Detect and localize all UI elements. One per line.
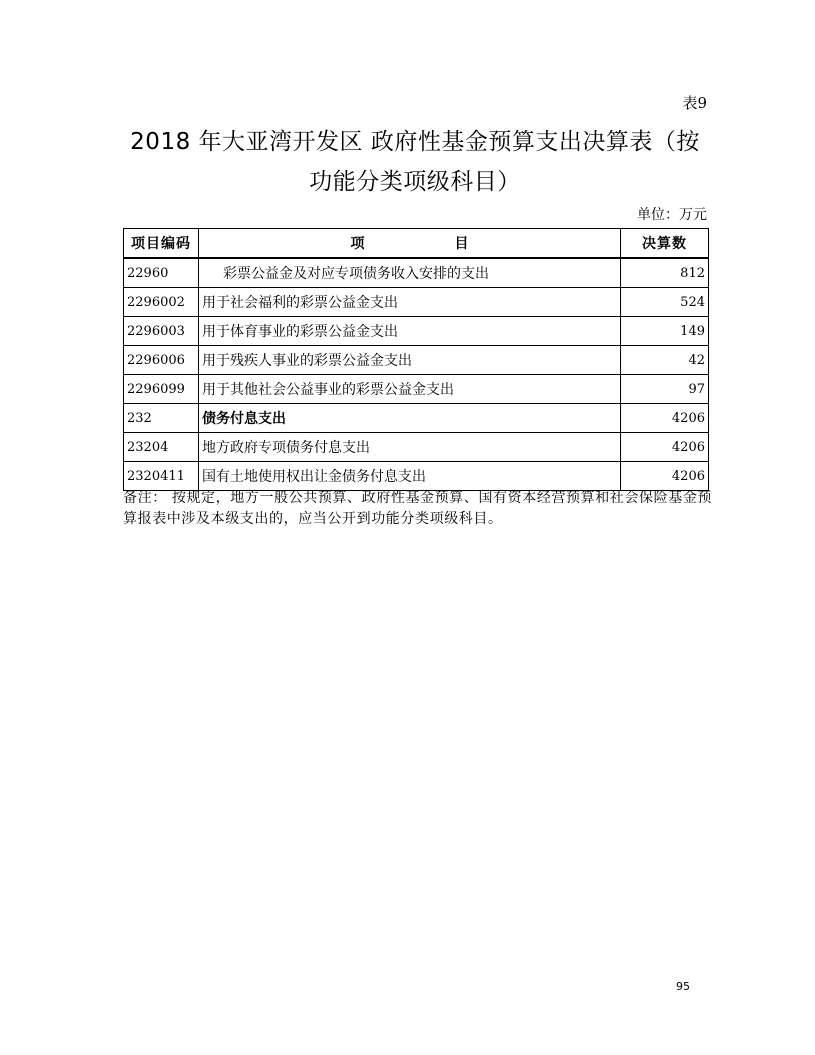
table-row (124, 288, 709, 317)
row-amount-cell: 97 (621, 375, 709, 404)
expenditure-table (123, 228, 709, 491)
table-row (124, 433, 709, 462)
header-item-name (199, 229, 621, 259)
row-code-cell: 2296003 (124, 317, 199, 346)
row-code-cell: 232 (124, 404, 199, 433)
table-row (124, 258, 709, 288)
row-name-cell: 用于残疾人事业的彩票公益金支出 (199, 346, 621, 375)
row-code-cell: 22960 (124, 258, 199, 288)
row-name-cell: 国有土地使用权出让金债务付息支出 (199, 462, 621, 491)
row-code-cell: 2296006 (124, 346, 199, 375)
row-code-cell: 2320411 (124, 462, 199, 491)
row-amount-cell: 4206 (621, 404, 709, 433)
table-row (124, 462, 709, 491)
row-amount-cell: 812 (621, 258, 709, 288)
row-code-cell: 2296099 (124, 375, 199, 404)
row-amount-cell: 149 (621, 317, 709, 346)
row-name-cell: 债务付息支出 (199, 404, 621, 433)
table-body (124, 258, 709, 491)
row-amount-cell: 524 (621, 288, 709, 317)
header-item-name-right: 目 (454, 236, 469, 252)
table-row (124, 317, 709, 346)
table-row (124, 375, 709, 404)
header-item-code: 项目编码 (124, 229, 199, 259)
header-item-name-left: 项 (350, 236, 365, 252)
row-amount-cell: 42 (621, 346, 709, 375)
title-line-2: 功能分类项级科目） (309, 169, 521, 195)
row-amount-cell: 4206 (621, 433, 709, 462)
row-amount-cell: 4206 (621, 462, 709, 491)
row-name-cell: 用于其他社会公益事业的彩票公益金支出 (199, 375, 621, 404)
header-row (124, 229, 709, 259)
table-row (124, 346, 709, 375)
document-title (120, 122, 710, 202)
unit-label: 单位：万元 (637, 207, 707, 223)
row-name-cell: 用于体育事业的彩票公益金支出 (199, 317, 621, 346)
title-line-1: 2018 年大亚湾开发区 政府性基金预算支出决算表（按 (130, 129, 700, 155)
table-row (124, 404, 709, 433)
note-text: 备注： 按规定，地方一般公共预算、政府性基金预算、国有资本经营预算和社会保险基金预算报表中涉及本级支出的，应当公开到功能分类项级科目。 (123, 490, 713, 527)
row-code-cell: 2296002 (124, 288, 199, 317)
row-code-cell: 23204 (124, 433, 199, 462)
page-number: 95 (676, 980, 690, 993)
row-name-cell: 用于社会福利的彩票公益金支出 (199, 288, 621, 317)
table-header (124, 229, 709, 259)
row-name-cell: 彩票公益金及对应专项债务收入安排的支出 (199, 258, 621, 288)
header-amount: 决算数 (621, 229, 709, 259)
table-number-label: 表9 (682, 94, 707, 112)
row-name-cell: 地方政府专项债务付息支出 (199, 433, 621, 462)
